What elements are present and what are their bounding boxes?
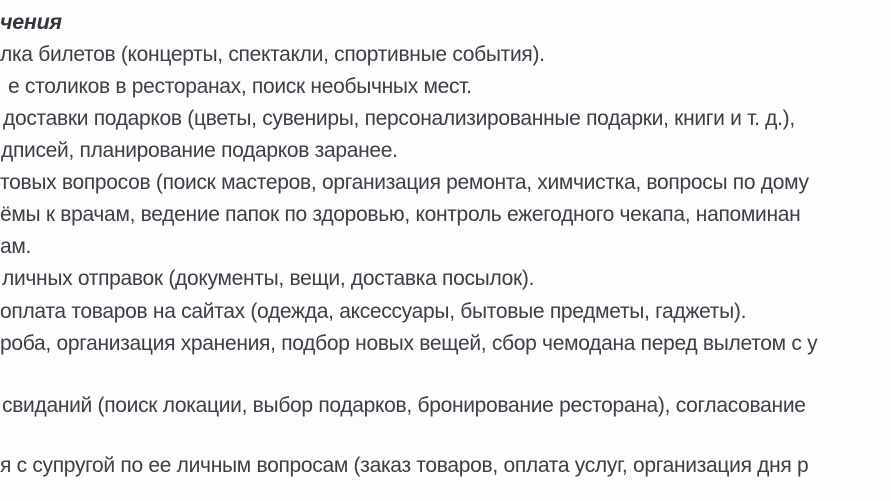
text-line: ёмы к врачам, ведение папок по здоровью, контроль ежегодного чекапа, напоминан — [0, 203, 801, 226]
text-line: товых вопросов (поиск мастеров, организация ремонта, химчистка, вопросы по дому — [0, 171, 809, 194]
text-line: роба, организация хранения, подбор новых вещей, сбор чемодана перед вылетом с у — [0, 332, 818, 355]
text-line: свиданий (поиск локации, выбор подарков, бронирование ресторана), согласование — [2, 394, 806, 417]
text-line: личных отправок (документы, вещи, доставка посылок). — [2, 267, 535, 290]
section-heading-fragment: чения — [0, 10, 62, 34]
text-line: е столиков в ресторанах, поиск необычных мест. — [8, 75, 472, 98]
text-line: ам. — [0, 235, 32, 258]
text-line: лка билетов (концерты, спектакли, спортивные события). — [0, 43, 545, 66]
text-line: оплата товаров на сайтах (одежда, аксессуары, бытовые предметы, гаджеты). — [0, 300, 747, 323]
text-line: дписей, планирование подарков заранее. — [1, 139, 398, 162]
text-line: доставки подарков (цветы, сувениры, персонализированные подарки, книги и т. д.), — [3, 107, 795, 130]
text-line: я с супругой по ее личным вопросам (заказ товаров, оплата услуг, организация дня р — [0, 454, 809, 477]
